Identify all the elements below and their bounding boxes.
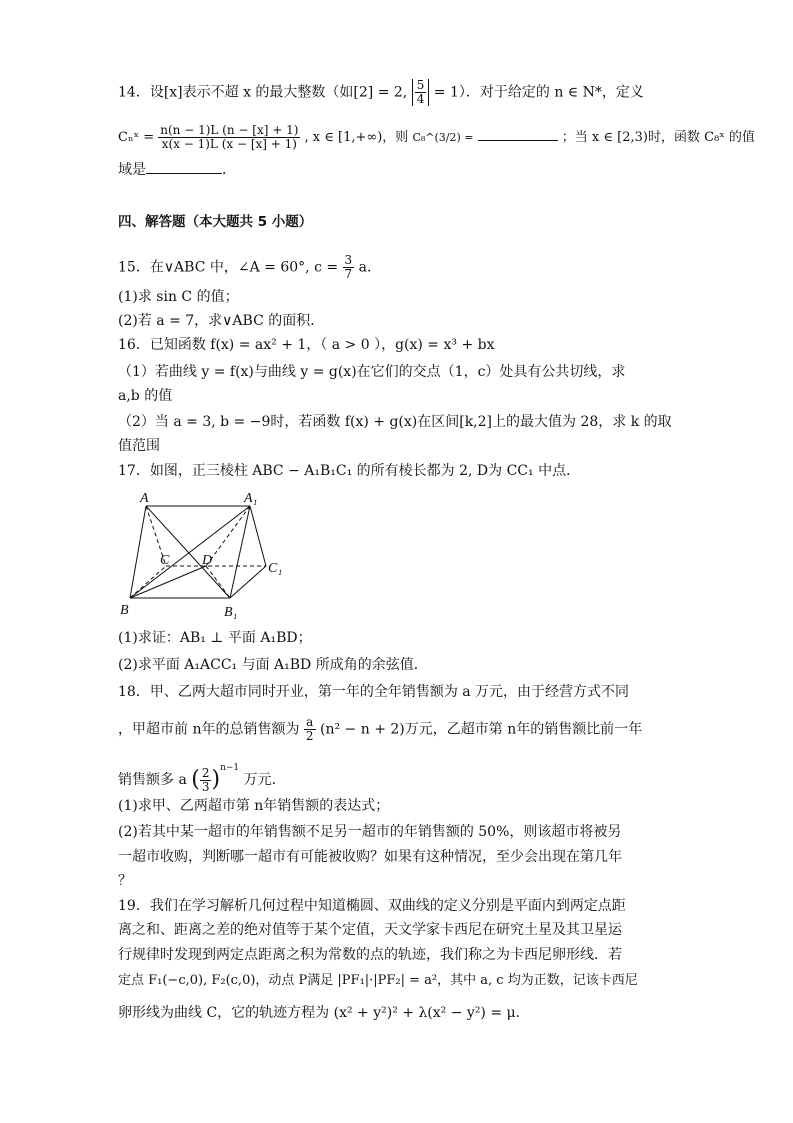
edge-B1-C1 (230, 566, 266, 598)
q14-mid: ；当 x ∈ [2,3)时，函数 C₈ˣ 的值 (561, 130, 755, 145)
q15-frac-den: 7 (344, 267, 353, 281)
segment-A-B1 (146, 506, 230, 598)
q18-line3: 销售额多 a ( $\frac{2}{3}$ )$^{n-1}$ 万元． (118, 763, 286, 794)
q15-stem-tail: a． (358, 259, 381, 276)
segment-B-D (130, 566, 206, 598)
q17-stem: 17．如图，正三棱柱 ABC − A₁B₁C₁ 的所有棱长都为 2, D为 CC₁ 中点． (118, 463, 581, 479)
q18-line3a: 销售额多 a (118, 772, 187, 788)
q14-end: ． (222, 162, 236, 178)
q15-stem-text: 15．在∨ABC 中，∠A = 60°, c = (118, 259, 339, 276)
q16-stem: 16．已知函数 f(x) = ax² + 1，（ a > 0 ），g(x) = x³ + bx (118, 337, 495, 353)
q14-line1 (118, 79, 644, 106)
q18-part2c: ？ (118, 873, 132, 889)
q18-frac2-den: 3 (201, 779, 210, 794)
q15-part1: (1)求 sin C 的值； (118, 289, 239, 305)
hidden-D-B1 (206, 566, 230, 598)
q16-part2b: 值范围 (118, 438, 160, 454)
q18-frac2-num: 2 (201, 765, 210, 780)
q14-domain: , x ∈ [1,+∞)，则 (304, 130, 409, 145)
q14-frac-den: x(x − 1)L (x − [x] + 1) (161, 137, 297, 151)
q15-frac-num: 3 (344, 253, 353, 267)
q18-frac-a-over-2 (304, 716, 316, 743)
hidden-B-C (130, 566, 166, 598)
q19-line1: 19．我们在学习解析几何过程中知道椭圆、双曲线的定义分别是平面内到两定点距 (118, 898, 626, 914)
q15-part2: (2)若 a = 7，求∨ABC 的面积． (118, 313, 325, 329)
q19-line4: 定点 F₁(−c,0), F₂(c,0)，动点 P满足 |PF₁|·|PF₂| = a²，其中 a, c 均为正数，记该卡西尼 (118, 973, 638, 988)
q18-part2a: (2)若其中某一超市的年销售额不足另一超市的年销售额的 50%，则该超市将被另 (118, 824, 622, 840)
label-C1: C₁ (268, 561, 283, 576)
q19-line3: 行规律时发现到两定点距离之积为常数的点的轨迹，我们称之为卡西尼卵形线．若 (118, 947, 622, 963)
q18-frac-2-over-3 (200, 767, 212, 794)
q14-bracket-fraction (415, 79, 427, 106)
q16-part2a: （2）当 a = 3, b = −9时，若函数 f(x) + g(x)在区间[k,2]上的最大值为 28，求 k 的取 (118, 414, 672, 430)
prism-figure (118, 488, 303, 620)
label-A: A (140, 491, 149, 506)
q18-frac1-den: 2 (305, 729, 314, 743)
section-heading: 四、解答题（本大题共 5 小题） (118, 214, 313, 230)
q14-line1-text: 14．设[x]表示不超 x 的最大整数（如[2] = 2, (118, 84, 408, 101)
q19-line2: 离之和、距离之差的绝对值等于某个定值，天文学家卡西尼在研究土星及其卫星运 (118, 922, 622, 938)
q14-bracket-num: 5 (416, 78, 425, 92)
q14-c32: C₈^(3/2) = (412, 131, 474, 144)
q16-part1a: （1）若曲线 y = f(x)与曲线 y = g(x)在它们的交点（1，c）处具有公共切线，求 (118, 364, 626, 380)
q14-line2 (118, 124, 755, 151)
label-C: C (160, 553, 170, 568)
q18-frac1-num: a (304, 716, 316, 730)
edge-A-B (130, 506, 146, 598)
q14-line3 (118, 160, 236, 180)
q18-part2b: 一超市收购，判断哪一超市有可能被收购？如果有这种情况，至少会出现在第几年 (118, 849, 622, 865)
q18-line2b: (n² − n + 2)万元，乙超市第 n年的销售额比前一年 (320, 721, 643, 738)
q14-blank-2[interactable] (146, 161, 222, 174)
segment-A1-B (130, 506, 250, 598)
q14-bracket-den: 4 (416, 92, 425, 106)
q14-blank-1[interactable] (478, 128, 558, 141)
q18-exponent: n−1 (220, 763, 240, 773)
q14-definition-fraction (158, 124, 300, 151)
q15-stem (118, 254, 381, 281)
q18-line2a: ，甲超市前 n年的总销售额为 (118, 721, 300, 738)
q18-line3b: 万元． (243, 772, 286, 788)
label-B: B (120, 603, 129, 618)
q15-fraction (343, 254, 355, 281)
q19-line5: 卵形线为曲线 C，它的轨迹方程为 (x² + y²)² + λ(x² − y²) = μ． (118, 1005, 530, 1021)
q18-part1: (1)求甲、乙两超市第 n年销售额的表达式； (118, 798, 390, 814)
q17-part2: (2)求平面 A₁ACC₁ 与面 A₁BD 所成角的余弦值． (118, 657, 428, 673)
q14-line1-tail: = 1）．对于给定的 n ∈ N*，定义 (433, 84, 644, 101)
q14-c-symbol: Cₙˣ = (118, 130, 155, 145)
q17-part1: (1)求证：AB₁ ⊥ 平面 A₁BD； (118, 630, 312, 646)
edge-A1-C1 (250, 506, 266, 566)
label-B1: B₁ (224, 605, 238, 620)
label-A1: A₁ (244, 491, 258, 506)
q16-part1b: a,b 的值 (118, 388, 173, 404)
q18-line2 (118, 716, 642, 743)
q14-line3-text: 域是 (118, 162, 146, 178)
q14-frac-num: n(n − 1)L (n − [x] + 1) (160, 123, 299, 137)
label-D: D (202, 553, 213, 568)
q18-line1: 18．甲、乙两大超市同时开业，第一年的全年销售额为 a 万元，由于经营方式不同 (118, 684, 630, 700)
